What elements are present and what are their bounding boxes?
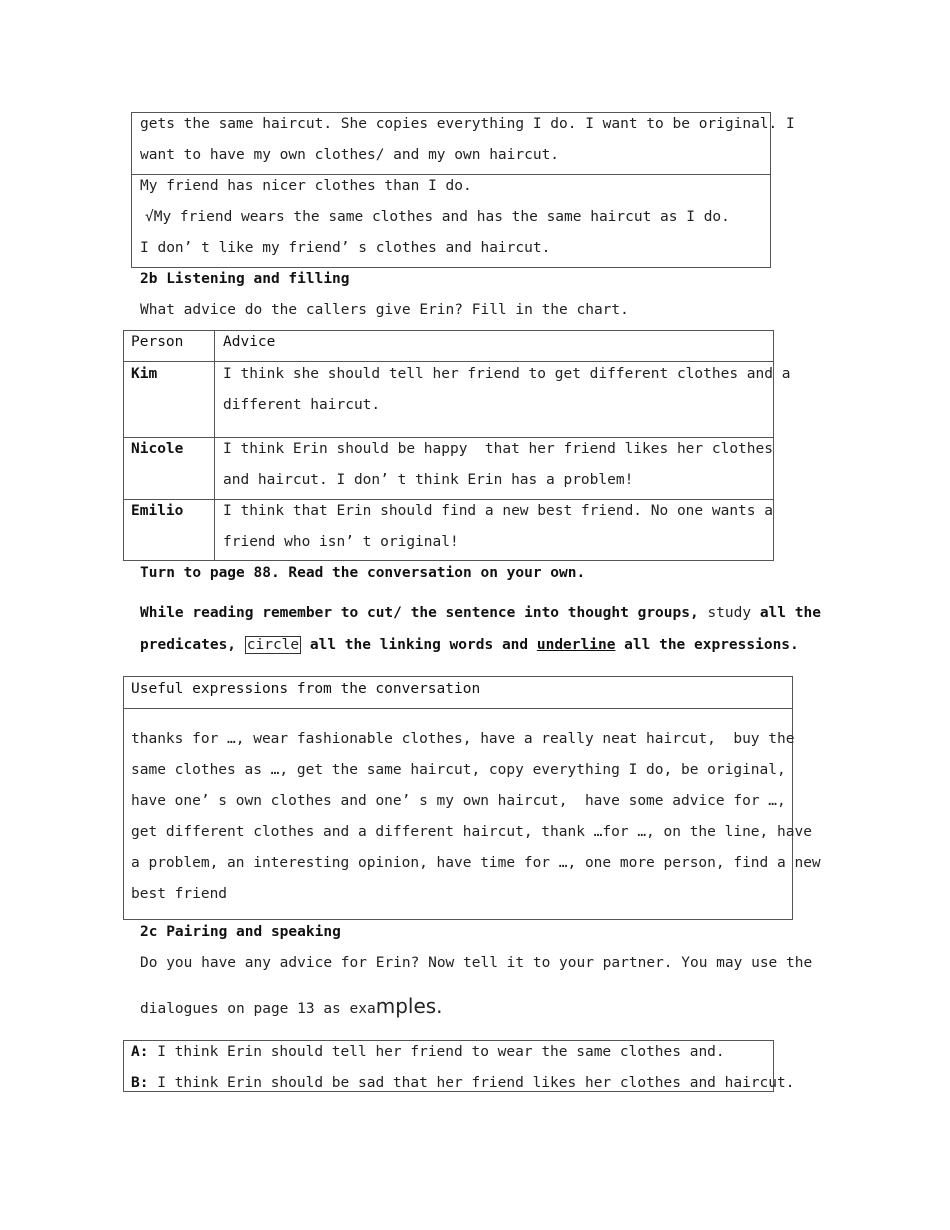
- section-2c-heading: [140, 922, 341, 942]
- top-table-row2-line3: I don’ t like my friend’ s clothes and haircut.: [140, 240, 551, 256]
- section-2c-line1: [140, 953, 812, 973]
- section-2c-line1-c: ou may use the: [689, 955, 813, 971]
- reading-instruction-line1: [140, 603, 821, 623]
- advice-emilio-line1: I think that Erin should find a new best friend. No one wants a: [223, 503, 773, 519]
- expressions-line2: same clothes as …, get the same haircut, copy everything I do, be original,: [131, 762, 786, 778]
- expressions-line1: thanks for …, wear fashionable clothes, have a really neat haircut, buy the: [131, 731, 795, 747]
- advice-table-header-advice: Advice: [223, 334, 276, 350]
- section-2c-line2-b: exa: [349, 1001, 376, 1017]
- dialogue-a-label: A:: [131, 1044, 149, 1060]
- advice-nicole-line1: I think Erin should be happy that her friend likes her clothes: [223, 441, 773, 457]
- advice-table-header-person: Person: [131, 334, 184, 350]
- advice-table-col-divider: [214, 330, 215, 561]
- section-2c-heading-a: 2c Pairing a: [140, 924, 245, 940]
- top-table-row2-line1: My friend has nicer clothes than I do.: [140, 178, 472, 194]
- advice-person-nicole: Nicole: [131, 441, 184, 457]
- expressions-line3: [131, 791, 786, 811]
- reading-study-word: study: [707, 605, 752, 621]
- advice-table-row-divider: [123, 437, 774, 438]
- expressions-line4: get different clothes and a different haircut, thank …for …, on the line, have: [131, 824, 812, 840]
- reading-line2-a: predicates,: [140, 637, 245, 653]
- section-2c-heading-b: nd speaking: [244, 924, 341, 940]
- reading-circle-word: circle: [246, 637, 300, 653]
- advice-person-kim: Kim: [131, 366, 158, 382]
- reading-line2-b: all the linking words and: [301, 637, 537, 653]
- advice-kim-line1: I think she should tell her friend to get different clothes and a: [223, 366, 791, 382]
- expressions-divider: [123, 708, 793, 709]
- section-2b-instruction: What advice do the callers give Erin? Fill in the chart.: [140, 302, 629, 318]
- reading-line2-c: all the expressions.: [615, 637, 799, 653]
- top-table-row2-line2: √My friend wears the same clothes and has the same haircut as I do.: [145, 209, 730, 225]
- reading-instruction-line2: [140, 635, 799, 655]
- reading-line1-a: While reading remember to cut/ the sentence into thought groups,: [140, 605, 708, 621]
- advice-table-row-divider: [123, 499, 774, 500]
- section-2b-heading: 2b Listening and filling: [140, 271, 350, 287]
- dialogue-b: [131, 1073, 794, 1093]
- dialogue-b-label: B:: [131, 1075, 149, 1091]
- expressions-line3-b: one’ s my own haircut, have some advice for …,: [375, 793, 786, 809]
- top-table-row1-line2: want to have my own clothes/ and my own haircut.: [140, 147, 560, 163]
- top-table-divider: [131, 174, 771, 175]
- section-2c-line2: [140, 996, 443, 1019]
- section-2c-line2-a: dialogues on page 13 as: [140, 1001, 350, 1017]
- reading-line1-b: all the: [751, 605, 821, 621]
- advice-kim-line2: different haircut.: [223, 397, 381, 413]
- dialogue-b-text-2: in should be sad that her friend likes her clothes and haircut.: [244, 1075, 795, 1091]
- dialogue-a-text-2: nk Erin should tell her friend to wear the same clothes and.: [200, 1044, 725, 1060]
- dialogue-b-text-1: I think Er: [148, 1075, 245, 1091]
- section-2c-line2-big: mples.: [375, 994, 443, 1018]
- dialogue-a: [131, 1042, 725, 1062]
- dialogue-a-text-1: I thi: [148, 1044, 201, 1060]
- expressions-line3-a: have one’ s own clothes and: [131, 793, 376, 809]
- reading-turn-to: Turn to page 88. Read the conversation on your own.: [140, 565, 586, 581]
- section-2c-line1-b: for Erin? Now tell it to your partner. Y: [332, 955, 690, 971]
- expressions-line5: a problem, an interesting opinion, have time for …, one more person, find a new: [131, 855, 821, 871]
- top-table-row1-line1: gets the same haircut. She copies everything I do. I want to be original. I: [140, 116, 795, 132]
- expressions-title: Useful expressions from the conversation: [131, 681, 481, 697]
- advice-table-row-divider: [123, 361, 774, 362]
- section-2c-line1-a: Do you have any advice: [140, 955, 333, 971]
- reading-underline-word: underline: [536, 637, 616, 653]
- advice-person-emilio: Emilio: [131, 503, 184, 519]
- expressions-line6: best friend: [131, 886, 228, 902]
- advice-nicole-line2: and haircut. I don’ t think Erin has a problem!: [223, 472, 634, 488]
- advice-emilio-line2: friend who isn’ t original!: [223, 534, 459, 550]
